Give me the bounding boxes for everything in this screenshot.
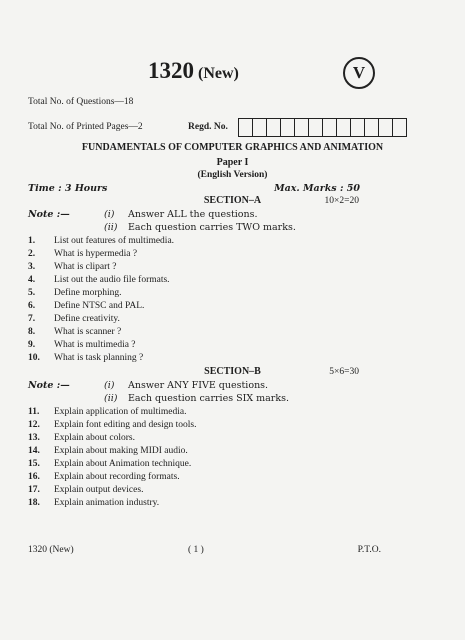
total-questions: Total No. of Questions—18 <box>28 97 134 107</box>
question-item: 5. Define morphing. <box>28 288 122 298</box>
question-item: 4. List out the audio file formats. <box>28 275 170 285</box>
question-item: 1. List out features of multimedia. <box>28 236 175 246</box>
section-a-note-1: Note :— (i) Answer ALL the questions. <box>28 209 258 220</box>
section-a-marks: 10×2=20 <box>324 196 359 206</box>
question-item: 15. Explain about Animation technique. <box>28 459 192 469</box>
paper-code: 1320 (New) <box>148 58 239 83</box>
pto-label: P.T.O. <box>357 545 381 555</box>
max-marks: Max. Marks : 50 <box>274 183 360 194</box>
paper-number: Paper I <box>216 157 249 168</box>
paper-code-suffix: (New) <box>198 65 239 82</box>
question-item: 10. What is task planning ? <box>28 353 144 363</box>
exam-page: 1320 (New) V Total No. of Questions—18 Total No. of Printed Pages—2 Regd. No. FUNDAMENTALS OF COMPUTER GRAPHICS AND ANIMATION Paper I (English Version) Time : 3 Hours Max. Marks : 50 SECTION–A 10×2=20 Note :— (i) Answer ALL the questions. (ii) Each question carries TWO marks. 1. List out features of multimedia. 2. What is hypermedia ? 3. What is clipart ? 4. List out the audio file formats. 5. Define morphing. 6. Define NTSC and PAL. 7. Define creativity. 8. What is scanner ? 9. What is multimedia ? 10. What is task planning ? SECTION–B 5×6=30 Note :— (i) Answer ANY FIVE questions. (ii) Each question carries SIX marks. 11. Explain application of multimedia. 12. Explain font editing and design tools. 13. Explain about colors. 14. Explain about making MIDI audio. 15. Explain about Animation technique. 16. Explain about recording formats. 17. Explain output devices. 18. Explain animation industry. 1320 (New) ( 1 ) P.T.O. <box>0 0 465 640</box>
section-b-note-1: Note :— (i) Answer ANY FIVE questions. <box>28 380 269 391</box>
version-badge: V <box>343 57 375 89</box>
question-item: 13. Explain about colors. <box>28 433 135 443</box>
question-item: 9. What is multimedia ? <box>28 340 136 350</box>
page-number: ( 1 ) <box>188 545 204 555</box>
question-item: 14. Explain about making MIDI audio. <box>28 446 188 456</box>
regd-label: Regd. No. <box>188 122 228 132</box>
question-item: 18. Explain animation industry. <box>28 498 160 508</box>
question-item: 8. What is scanner ? <box>28 327 122 337</box>
time-allowed: Time : 3 Hours <box>28 183 108 194</box>
language-version: (English Version) <box>197 170 268 180</box>
question-item: 11. Explain application of multimedia. <box>28 407 187 417</box>
question-item: 12. Explain font editing and design tools. <box>28 420 197 430</box>
section-b-heading: SECTION–B <box>204 366 261 377</box>
question-item: 2. What is hypermedia ? <box>28 249 138 259</box>
question-item: 17. Explain output devices. <box>28 485 144 495</box>
footer-code: 1320 (New) <box>28 545 74 555</box>
regd-number-boxes <box>238 118 407 137</box>
section-b-marks: 5×6=30 <box>329 367 359 377</box>
question-item: 7. Define creativity. <box>28 314 120 324</box>
question-item: 6. Define NTSC and PAL. <box>28 301 145 311</box>
question-item: 16. Explain about recording formats. <box>28 472 180 482</box>
section-a-heading: SECTION–A <box>203 195 262 206</box>
paper-title: FUNDAMENTALS OF COMPUTER GRAPHICS AND ANIMATION <box>81 142 384 153</box>
total-pages: Total No. of Printed Pages—2 <box>28 122 143 132</box>
question-item: 3. What is clipart ? <box>28 262 117 272</box>
